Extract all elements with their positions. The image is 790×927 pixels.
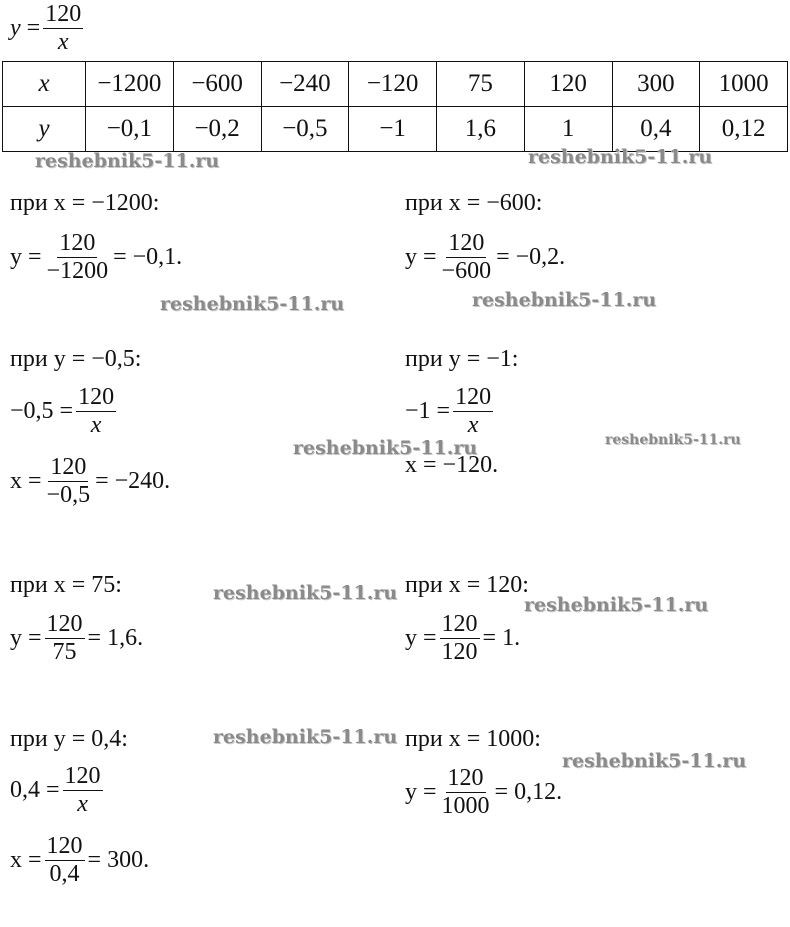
- equation-lhs: −1 =: [405, 398, 451, 425]
- equation-x-minus-600: [405, 231, 565, 284]
- fraction-denominator: x: [90, 412, 102, 439]
- fraction-numerator: 120: [57, 231, 97, 258]
- fraction-denominator: x: [77, 791, 88, 818]
- watermark: reshebnik5-11.ru: [605, 432, 741, 448]
- table-cell: 1: [524, 107, 612, 152]
- equation-y-minus-1-step2: x = −120.: [405, 452, 499, 478]
- fraction-denominator: −600: [441, 258, 492, 285]
- watermark: reshebnik5-11.ru: [213, 582, 398, 604]
- equation-rhs: = 1,6.: [87, 625, 144, 652]
- equation-fraction: [453, 385, 493, 438]
- equation-lhs: y =: [10, 244, 42, 271]
- fraction-denominator: −0,5: [46, 482, 91, 509]
- fraction-numerator: 120: [48, 455, 88, 482]
- watermark: reshebnik5-11.ru: [213, 726, 398, 748]
- table-cell: −120: [349, 62, 437, 107]
- equation-x-120: [405, 612, 520, 665]
- condition-y-minus-1: при y = −1:: [405, 346, 519, 372]
- formula-eq: =: [26, 15, 41, 42]
- formula-fraction: [43, 2, 83, 55]
- equation-y-minus-1-step1: [405, 385, 496, 438]
- watermark: reshebnik5-11.ru: [35, 150, 220, 172]
- equation-y-minus-0-5-step2: [10, 455, 170, 508]
- table-cell: −240: [261, 62, 349, 107]
- condition-x-75: при x = 75:: [10, 572, 122, 598]
- fraction-numerator: 120: [45, 612, 85, 639]
- equation-fraction: [76, 385, 116, 438]
- main-formula: [10, 2, 86, 55]
- equation-x-1000: [405, 766, 562, 819]
- fraction-numerator: 120: [446, 231, 486, 258]
- table-cell: 1000: [700, 62, 788, 107]
- fraction-numerator: 120: [453, 385, 493, 412]
- watermark: reshebnik5-11.ru: [524, 594, 709, 616]
- fraction-numerator: 120: [446, 766, 486, 793]
- table-cell: −0,2: [173, 107, 261, 152]
- table-cell: 75: [437, 62, 525, 107]
- equation-lhs: x =: [10, 847, 42, 874]
- table-cell: 0,12: [700, 107, 788, 152]
- equation-x-minus-1200: [10, 231, 182, 284]
- equation-fraction: [45, 834, 85, 887]
- equation-lhs: −0,5 =: [10, 398, 74, 425]
- table-cell: 120: [524, 62, 612, 107]
- formula-numerator: 120: [43, 2, 83, 29]
- fraction-denominator: 75: [52, 639, 77, 666]
- equation-fraction: [45, 231, 111, 284]
- table-header-x: x: [3, 62, 86, 107]
- table-cell: −600: [173, 62, 261, 107]
- equation-fraction: [63, 764, 103, 817]
- table-cell: −0,1: [86, 107, 174, 152]
- fraction-numerator: 120: [45, 834, 85, 861]
- condition-x-minus-1200: при x = −1200:: [10, 190, 160, 216]
- fraction-denominator: 0,4: [49, 861, 80, 888]
- fraction-numerator: 120: [63, 764, 103, 791]
- equation-lhs: y =: [10, 625, 42, 652]
- fraction-denominator: 120: [441, 639, 478, 666]
- equation-fraction: [45, 612, 85, 665]
- equation-fraction: [440, 612, 480, 665]
- fraction-numerator: 120: [440, 612, 480, 639]
- formula-lhs: y: [10, 15, 21, 42]
- watermark: reshebnik5-11.ru: [160, 293, 345, 315]
- fraction-denominator: −1200: [46, 258, 109, 285]
- equation-lhs: x =: [10, 468, 42, 495]
- equation-fraction: [45, 455, 93, 508]
- table-cell: 0,4: [612, 107, 700, 152]
- table-row-x: [3, 62, 788, 107]
- equation-rhs: = −0,2.: [496, 244, 566, 271]
- values-table: [2, 61, 788, 152]
- fraction-denominator: x: [467, 412, 479, 439]
- equation-lhs: y =: [405, 779, 437, 806]
- table-cell: 1,6: [437, 107, 525, 152]
- table-header-y: y: [3, 107, 86, 152]
- equation-rhs: = −240.: [95, 468, 171, 495]
- equation-fraction: [440, 231, 494, 284]
- table-cell: 300: [612, 62, 700, 107]
- fraction-denominator: 1000: [441, 793, 490, 820]
- watermark: reshebnik5-11.ru: [472, 289, 657, 311]
- equation-lhs: 0,4 =: [10, 777, 60, 804]
- equation-rhs: = 300.: [87, 847, 150, 874]
- equation-y-minus-0-5-step1: [10, 385, 119, 438]
- watermark: reshebnik5-11.ru: [528, 146, 713, 168]
- formula-denominator: x: [57, 29, 69, 56]
- watermark: reshebnik5-11.ru: [562, 750, 747, 772]
- equation-y-0-4-step1: [10, 764, 106, 817]
- condition-x-minus-600: при x = −600:: [405, 190, 543, 216]
- table-cell: −0,5: [261, 107, 349, 152]
- equation-lhs: y =: [405, 625, 437, 652]
- condition-y-0-4: при y = 0,4:: [10, 726, 128, 752]
- fraction-numerator: 120: [76, 385, 116, 412]
- equation-y-0-4-step2: [10, 834, 149, 887]
- table-cell: −1: [349, 107, 437, 152]
- table-cell: −1200: [86, 62, 174, 107]
- equation-lhs: y =: [405, 244, 437, 271]
- condition-x-120: при x = 120:: [405, 572, 529, 598]
- equation-fraction: [440, 766, 492, 819]
- table-row-y: [3, 107, 788, 152]
- equation-x-75: [10, 612, 143, 665]
- watermark: reshebnik5-11.ru: [293, 437, 478, 459]
- condition-y-minus-0-5: при y = −0,5:: [10, 346, 142, 372]
- equation-rhs: = −0,1.: [113, 244, 183, 271]
- equation-rhs: = 1.: [482, 625, 521, 652]
- equation-rhs: = 0,12.: [494, 779, 563, 806]
- condition-x-1000: при x = 1000:: [405, 726, 541, 752]
